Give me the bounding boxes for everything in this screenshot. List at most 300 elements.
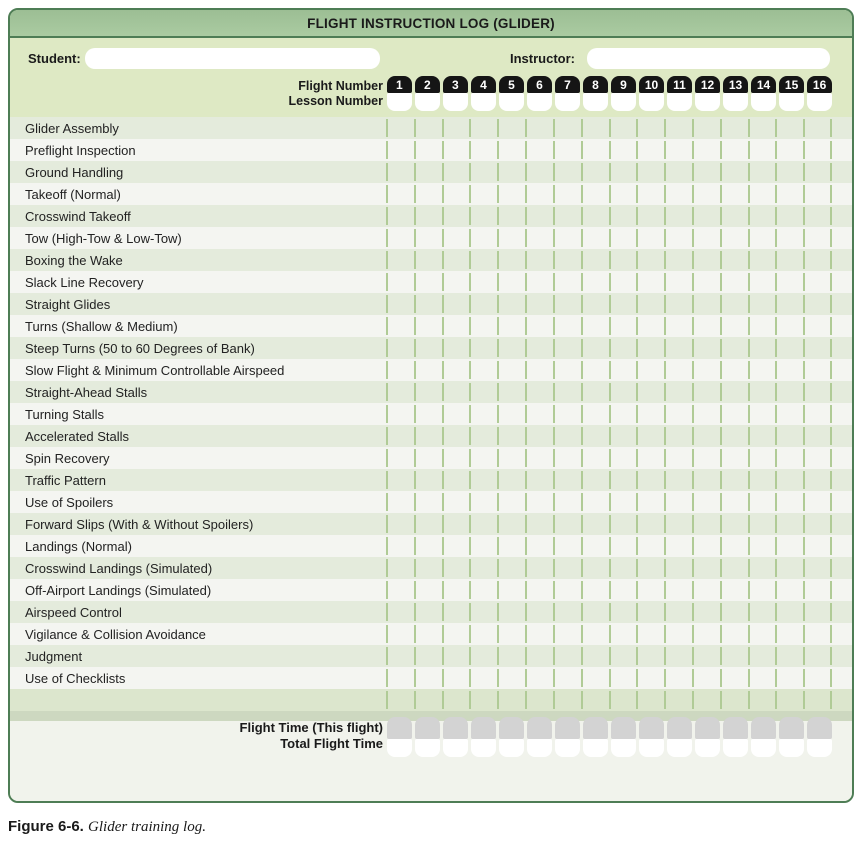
lesson-number-box[interactable] [527,93,552,111]
log-cell[interactable] [610,315,638,337]
log-cell[interactable] [526,667,554,689]
log-cell[interactable] [665,469,693,491]
log-cell[interactable] [693,425,721,447]
log-cell[interactable] [443,579,471,601]
log-cell[interactable] [637,645,665,667]
log-cell[interactable] [610,337,638,359]
total-time-box[interactable] [695,739,720,757]
log-cell[interactable] [387,227,415,249]
lesson-number-box[interactable] [555,93,580,111]
log-cell[interactable] [498,183,526,205]
flight-time-box[interactable] [443,717,468,739]
log-cell[interactable] [387,579,415,601]
log-cell[interactable] [776,623,804,645]
log-cell[interactable] [804,403,832,425]
log-cell[interactable] [721,117,749,139]
log-cell[interactable] [804,645,832,667]
log-cell[interactable] [665,293,693,315]
lesson-number-box[interactable] [443,93,468,111]
log-cell[interactable] [721,579,749,601]
log-cell[interactable] [721,689,749,711]
total-time-box[interactable] [555,739,580,757]
log-cell[interactable] [610,381,638,403]
log-cell[interactable] [387,183,415,205]
log-cell[interactable] [804,557,832,579]
log-cell[interactable] [415,601,443,623]
log-cell[interactable] [776,447,804,469]
log-cell[interactable] [582,271,610,293]
log-cell[interactable] [415,293,443,315]
log-cell[interactable] [749,491,777,513]
log-cell[interactable] [554,447,582,469]
log-cell[interactable] [470,491,498,513]
log-cell[interactable] [693,491,721,513]
log-cell[interactable] [470,161,498,183]
log-cell[interactable] [776,139,804,161]
log-cell[interactable] [498,491,526,513]
log-cell[interactable] [526,645,554,667]
log-cell[interactable] [582,425,610,447]
log-cell[interactable] [582,183,610,205]
log-cell[interactable] [498,689,526,711]
flight-time-box[interactable] [807,717,832,739]
log-cell[interactable] [470,403,498,425]
log-cell[interactable] [498,271,526,293]
instructor-input[interactable] [587,48,830,69]
log-cell[interactable] [443,447,471,469]
log-cell[interactable] [554,425,582,447]
log-cell[interactable] [776,183,804,205]
log-cell[interactable] [610,469,638,491]
flight-time-box[interactable] [499,717,524,739]
log-cell[interactable] [498,469,526,491]
log-cell[interactable] [637,535,665,557]
log-cell[interactable] [415,161,443,183]
log-cell[interactable] [470,557,498,579]
log-cell[interactable] [415,689,443,711]
log-cell[interactable] [693,601,721,623]
log-cell[interactable] [415,645,443,667]
total-time-box[interactable] [667,739,692,757]
log-cell[interactable] [693,667,721,689]
log-cell[interactable] [665,403,693,425]
lesson-number-box[interactable] [667,93,692,111]
log-cell[interactable] [526,447,554,469]
total-time-box[interactable] [415,739,440,757]
log-cell[interactable] [665,645,693,667]
log-cell[interactable] [387,557,415,579]
log-cell[interactable] [749,337,777,359]
log-cell[interactable] [693,513,721,535]
log-cell[interactable] [582,139,610,161]
log-cell[interactable] [387,293,415,315]
log-cell[interactable] [693,271,721,293]
log-cell[interactable] [498,667,526,689]
log-cell[interactable] [637,623,665,645]
log-cell[interactable] [498,139,526,161]
log-cell[interactable] [637,249,665,271]
log-cell[interactable] [415,139,443,161]
log-cell[interactable] [721,491,749,513]
flight-time-box[interactable] [471,717,496,739]
log-cell[interactable] [498,359,526,381]
lesson-number-box[interactable] [723,93,748,111]
log-cell[interactable] [776,491,804,513]
log-cell[interactable] [387,359,415,381]
log-cell[interactable] [582,293,610,315]
log-cell[interactable] [470,381,498,403]
log-cell[interactable] [610,205,638,227]
log-cell[interactable] [582,205,610,227]
log-cell[interactable] [637,293,665,315]
log-cell[interactable] [804,205,832,227]
log-cell[interactable] [693,117,721,139]
log-cell[interactable] [470,689,498,711]
log-cell[interactable] [693,205,721,227]
log-cell[interactable] [554,139,582,161]
log-cell[interactable] [470,249,498,271]
log-cell[interactable] [610,249,638,271]
log-cell[interactable] [693,139,721,161]
log-cell[interactable] [387,161,415,183]
log-cell[interactable] [582,535,610,557]
log-cell[interactable] [526,117,554,139]
log-cell[interactable] [610,161,638,183]
log-cell[interactable] [415,205,443,227]
log-cell[interactable] [749,139,777,161]
log-cell[interactable] [470,579,498,601]
log-cell[interactable] [554,623,582,645]
log-cell[interactable] [582,403,610,425]
log-cell[interactable] [610,139,638,161]
log-cell[interactable] [526,139,554,161]
log-cell[interactable] [443,381,471,403]
log-cell[interactable] [526,535,554,557]
log-cell[interactable] [804,447,832,469]
log-cell[interactable] [526,579,554,601]
log-cell[interactable] [637,337,665,359]
log-cell[interactable] [637,469,665,491]
flight-time-box[interactable] [723,717,748,739]
total-time-box[interactable] [527,739,552,757]
log-cell[interactable] [665,667,693,689]
lesson-number-box[interactable] [471,93,496,111]
log-cell[interactable] [721,161,749,183]
log-cell[interactable] [526,205,554,227]
log-cell[interactable] [582,337,610,359]
log-cell[interactable] [721,139,749,161]
log-cell[interactable] [610,689,638,711]
log-cell[interactable] [498,249,526,271]
log-cell[interactable] [387,513,415,535]
total-time-box[interactable] [611,739,636,757]
log-cell[interactable] [637,117,665,139]
lesson-number-box[interactable] [611,93,636,111]
log-cell[interactable] [443,183,471,205]
log-cell[interactable] [526,227,554,249]
log-cell[interactable] [804,359,832,381]
log-cell[interactable] [443,293,471,315]
log-cell[interactable] [749,667,777,689]
log-cell[interactable] [610,601,638,623]
log-cell[interactable] [443,491,471,513]
log-cell[interactable] [582,249,610,271]
log-cell[interactable] [693,579,721,601]
log-cell[interactable] [470,447,498,469]
log-cell[interactable] [804,623,832,645]
log-cell[interactable] [554,469,582,491]
log-cell[interactable] [665,535,693,557]
log-cell[interactable] [554,337,582,359]
log-cell[interactable] [526,557,554,579]
log-cell[interactable] [693,315,721,337]
log-cell[interactable] [526,161,554,183]
log-cell[interactable] [470,117,498,139]
log-cell[interactable] [637,315,665,337]
log-cell[interactable] [526,183,554,205]
log-cell[interactable] [387,645,415,667]
log-cell[interactable] [693,645,721,667]
log-cell[interactable] [749,601,777,623]
log-cell[interactable] [470,293,498,315]
log-cell[interactable] [637,601,665,623]
log-cell[interactable] [554,249,582,271]
log-cell[interactable] [776,601,804,623]
log-cell[interactable] [749,249,777,271]
log-cell[interactable] [443,425,471,447]
log-cell[interactable] [749,469,777,491]
log-cell[interactable] [554,161,582,183]
log-cell[interactable] [415,381,443,403]
log-cell[interactable] [776,513,804,535]
log-cell[interactable] [776,425,804,447]
log-cell[interactable] [776,117,804,139]
log-cell[interactable] [554,535,582,557]
log-cell[interactable] [554,601,582,623]
log-cell[interactable] [693,359,721,381]
log-cell[interactable] [582,601,610,623]
log-cell[interactable] [749,557,777,579]
log-cell[interactable] [637,359,665,381]
log-cell[interactable] [776,161,804,183]
total-time-box[interactable] [779,739,804,757]
log-cell[interactable] [749,271,777,293]
log-cell[interactable] [776,205,804,227]
log-cell[interactable] [776,645,804,667]
log-cell[interactable] [665,315,693,337]
log-cell[interactable] [610,227,638,249]
flight-time-box[interactable] [751,717,776,739]
log-cell[interactable] [415,535,443,557]
log-cell[interactable] [498,315,526,337]
log-cell[interactable] [665,337,693,359]
total-time-box[interactable] [723,739,748,757]
log-cell[interactable] [749,293,777,315]
log-cell[interactable] [470,425,498,447]
log-cell[interactable] [776,403,804,425]
log-cell[interactable] [804,513,832,535]
log-cell[interactable] [526,359,554,381]
log-cell[interactable] [749,425,777,447]
log-cell[interactable] [665,205,693,227]
log-cell[interactable] [387,205,415,227]
log-cell[interactable] [387,535,415,557]
log-cell[interactable] [665,513,693,535]
log-cell[interactable] [387,271,415,293]
log-cell[interactable] [749,117,777,139]
log-cell[interactable] [749,359,777,381]
log-cell[interactable] [721,205,749,227]
log-cell[interactable] [415,117,443,139]
log-cell[interactable] [693,381,721,403]
log-cell[interactable] [804,117,832,139]
log-cell[interactable] [637,227,665,249]
total-time-box[interactable] [639,739,664,757]
log-cell[interactable] [665,359,693,381]
log-cell[interactable] [387,249,415,271]
log-cell[interactable] [665,249,693,271]
flight-time-box[interactable] [527,717,552,739]
log-cell[interactable] [526,315,554,337]
log-cell[interactable] [554,293,582,315]
log-cell[interactable] [498,601,526,623]
log-cell[interactable] [443,623,471,645]
log-cell[interactable] [776,689,804,711]
lesson-number-box[interactable] [807,93,832,111]
log-cell[interactable] [582,557,610,579]
log-cell[interactable] [443,205,471,227]
log-cell[interactable] [387,469,415,491]
log-cell[interactable] [721,535,749,557]
flight-time-box[interactable] [611,717,636,739]
log-cell[interactable] [804,161,832,183]
flight-time-box[interactable] [667,717,692,739]
log-cell[interactable] [554,667,582,689]
log-cell[interactable] [387,491,415,513]
log-cell[interactable] [665,381,693,403]
log-cell[interactable] [415,557,443,579]
log-cell[interactable] [693,403,721,425]
log-cell[interactable] [582,359,610,381]
log-cell[interactable] [443,315,471,337]
log-cell[interactable] [776,337,804,359]
log-cell[interactable] [776,315,804,337]
log-cell[interactable] [554,271,582,293]
log-cell[interactable] [443,403,471,425]
lesson-number-box[interactable] [695,93,720,111]
log-cell[interactable] [721,601,749,623]
log-cell[interactable] [637,139,665,161]
log-cell[interactable] [443,227,471,249]
log-cell[interactable] [693,161,721,183]
log-cell[interactable] [721,447,749,469]
log-cell[interactable] [721,315,749,337]
log-cell[interactable] [470,513,498,535]
log-cell[interactable] [665,161,693,183]
total-time-box[interactable] [471,739,496,757]
log-cell[interactable] [554,513,582,535]
log-cell[interactable] [470,601,498,623]
log-cell[interactable] [637,513,665,535]
log-cell[interactable] [721,403,749,425]
log-cell[interactable] [470,337,498,359]
log-cell[interactable] [693,447,721,469]
log-cell[interactable] [498,403,526,425]
log-cell[interactable] [721,645,749,667]
log-cell[interactable] [554,403,582,425]
log-cell[interactable] [637,381,665,403]
log-cell[interactable] [721,337,749,359]
log-cell[interactable] [554,359,582,381]
log-cell[interactable] [637,425,665,447]
log-cell[interactable] [554,689,582,711]
log-cell[interactable] [610,579,638,601]
flight-time-box[interactable] [555,717,580,739]
log-cell[interactable] [387,117,415,139]
log-cell[interactable] [554,183,582,205]
log-cell[interactable] [804,337,832,359]
log-cell[interactable] [470,205,498,227]
log-cell[interactable] [387,667,415,689]
log-cell[interactable] [665,271,693,293]
total-time-box[interactable] [499,739,524,757]
log-cell[interactable] [498,293,526,315]
log-cell[interactable] [749,623,777,645]
log-cell[interactable] [387,425,415,447]
log-cell[interactable] [498,205,526,227]
lesson-number-box[interactable] [639,93,664,111]
log-cell[interactable] [721,425,749,447]
log-cell[interactable] [415,491,443,513]
log-cell[interactable] [637,579,665,601]
log-cell[interactable] [610,183,638,205]
log-cell[interactable] [443,359,471,381]
log-cell[interactable] [693,557,721,579]
log-cell[interactable] [721,667,749,689]
log-cell[interactable] [665,689,693,711]
log-cell[interactable] [415,249,443,271]
log-cell[interactable] [804,139,832,161]
log-cell[interactable] [498,623,526,645]
log-cell[interactable] [804,535,832,557]
log-cell[interactable] [749,381,777,403]
log-cell[interactable] [804,469,832,491]
log-cell[interactable] [415,227,443,249]
log-cell[interactable] [776,359,804,381]
log-cell[interactable] [665,425,693,447]
log-cell[interactable] [526,689,554,711]
log-cell[interactable] [721,381,749,403]
log-cell[interactable] [749,161,777,183]
log-cell[interactable] [415,337,443,359]
log-cell[interactable] [665,557,693,579]
log-cell[interactable] [804,381,832,403]
log-cell[interactable] [415,447,443,469]
flight-time-box[interactable] [387,717,412,739]
log-cell[interactable] [526,601,554,623]
log-cell[interactable] [526,425,554,447]
flight-time-box[interactable] [415,717,440,739]
log-cell[interactable] [749,183,777,205]
log-cell[interactable] [387,139,415,161]
log-cell[interactable] [749,535,777,557]
log-cell[interactable] [554,381,582,403]
log-cell[interactable] [610,117,638,139]
log-cell[interactable] [804,579,832,601]
log-cell[interactable] [582,667,610,689]
log-cell[interactable] [665,601,693,623]
log-cell[interactable] [637,667,665,689]
